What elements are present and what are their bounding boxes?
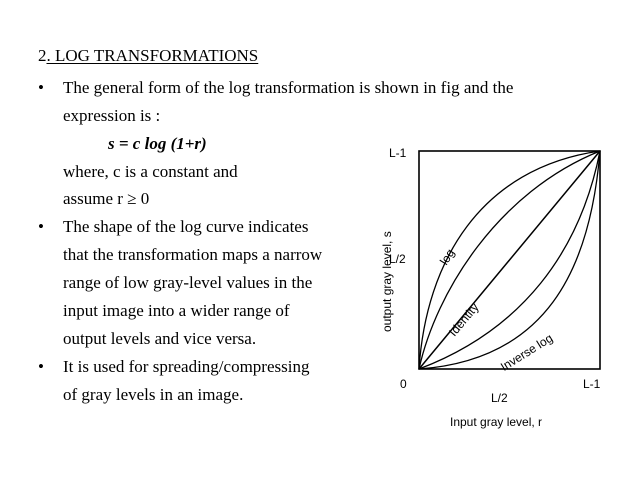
bullet-3-line-1: It is used for spreading/compressing bbox=[63, 357, 310, 376]
where-line-1: where, c is a constant and bbox=[63, 162, 238, 181]
bullet-marker-2: • bbox=[38, 217, 44, 236]
title-text: . LOG TRANSFORMATIONS bbox=[46, 46, 259, 65]
bullet-3-line-2: of gray levels in an image. bbox=[63, 385, 244, 404]
bullet-2-line-2: that the transformation maps a narrow bbox=[63, 245, 323, 264]
x-axis-title: Input gray level, r bbox=[450, 415, 543, 429]
identity-label: Identity bbox=[446, 300, 482, 339]
formula: s = c log (1+r) bbox=[108, 134, 207, 153]
bullet-2-line-4: input image into a wider range of bbox=[63, 301, 290, 320]
y-tick-mid: L/2 bbox=[389, 252, 406, 266]
x-tick-mid: L/2 bbox=[491, 391, 508, 405]
y-tick-top: L-1 bbox=[389, 146, 407, 160]
title-number: 2 bbox=[38, 46, 47, 65]
x-tick-origin: 0 bbox=[400, 377, 407, 391]
log-label: log bbox=[437, 246, 458, 268]
bullet-2-line-5: output levels and vice versa. bbox=[63, 329, 257, 348]
x-tick-end: L-1 bbox=[583, 377, 601, 391]
y-axis-title: output gray level, s bbox=[380, 231, 394, 332]
inverse-log-label: Inverse log bbox=[498, 330, 556, 374]
bullet-2-line-3: range of low gray-level values in the bbox=[63, 273, 313, 292]
bullet-marker-1: • bbox=[38, 78, 44, 97]
bullet-1-line-1: The general form of the log transformation is shown in fig and the bbox=[63, 78, 514, 97]
bullet-marker-3: • bbox=[38, 357, 44, 376]
where-line-2: assume r ≥ 0 bbox=[63, 189, 150, 208]
bullet-1-line-2: expression is : bbox=[63, 106, 161, 125]
bullet-2-line-1: The shape of the log curve indicates bbox=[63, 217, 309, 236]
